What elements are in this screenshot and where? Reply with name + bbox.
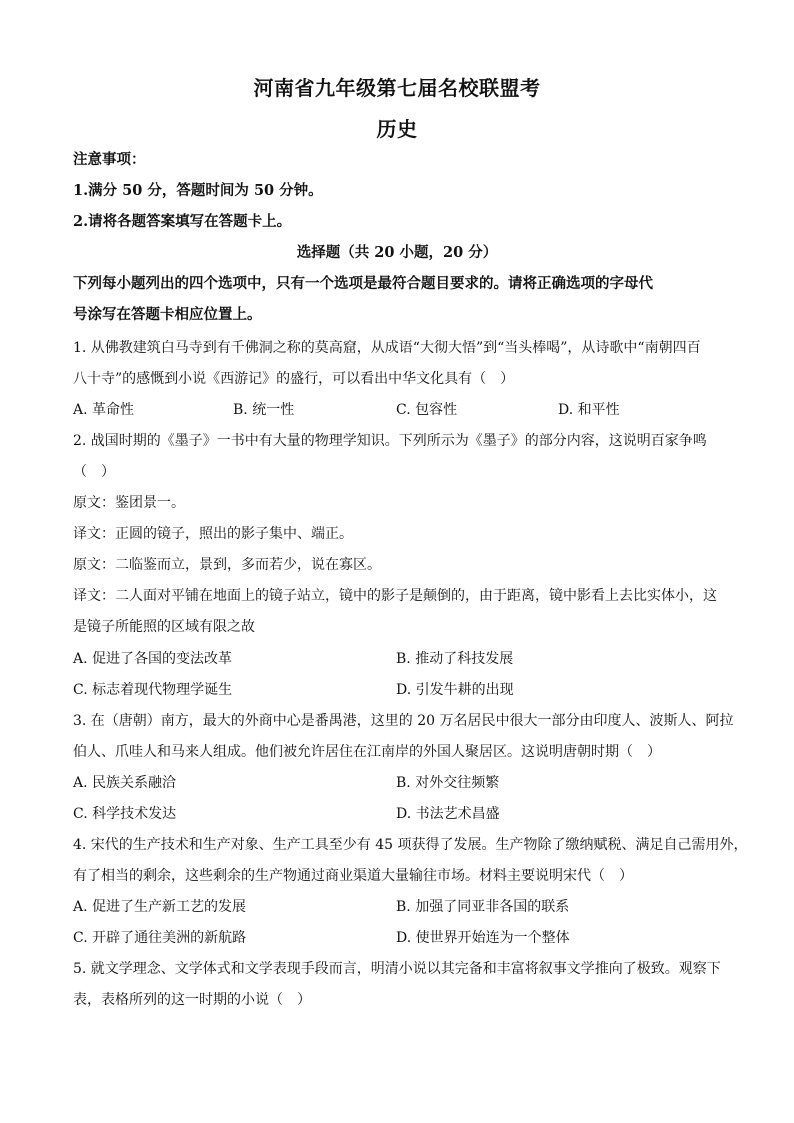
question-1-option-d: D. 和平性 [558, 402, 620, 418]
question-4-option-b: B. 加强了同亚非各国的联系 [396, 899, 570, 915]
question-1-option-b: B. 统一性 [233, 402, 295, 418]
question-3-option-c: C. 科学技术发达 [73, 806, 177, 822]
notice-item: 1.满分 50 分，答题时间为 50 分钟。 [73, 182, 323, 199]
question-3-text: 伯人、爪哇人和马来人组成。他们被允许居住在江南岸的外国人聚居区。这说明唐朝时期（ ） [73, 744, 661, 760]
question-1-option-c: C. 包容性 [396, 402, 458, 418]
section-instruction: 号涂写在答题卡相应位置上。 [73, 306, 262, 323]
question-5-text: 5. 就文学理念、文学体式和文学表现手段而言，明清小说以其完备和丰富将叙事文学推向了极致。观察下 [73, 961, 721, 977]
notice-item: 2.请将各题答案填写在答题卡上。 [73, 213, 292, 230]
question-4-option-c: C. 开辟了通往美洲的新航路 [73, 930, 247, 946]
subject-title: 历史 [376, 117, 418, 141]
section-title: 选择题（共 20 小题，20 分） [296, 244, 498, 261]
notice-heading: 注意事项： [73, 151, 146, 168]
question-3-option-a: A. 民族关系融洽 [73, 775, 177, 791]
question-3-option-b: B. 对外交往频繁 [396, 775, 500, 791]
question-2-option-b: B. 推动了科技发展 [396, 651, 514, 667]
question-4-text: 有了相当的剩余，这些剩余的生产物通过商业渠道大量输往市场。材料主要说明宋代（ ） [73, 868, 633, 884]
question-4-option-a: A. 促进了生产新工艺的发展 [73, 899, 247, 915]
section-instruction: 下列每小题列出的四个选项中，只有一个选项是最符合题目要求的。请将正确选项的字母代 [73, 275, 653, 292]
question-4-text: 4. 宋代的生产技术和生产对象、生产工具至少有 45 项获得了发展。生产物除了缴纳赋税、满足自己需用外， [73, 837, 748, 853]
question-2-text: 原文：鉴团景一。 [73, 495, 185, 511]
question-2-text: 是镜子所能照的区域有限之故 [73, 619, 255, 635]
question-2-text: 2. 战国时期的《墨子》一书中有大量的物理学知识。下列所示为《墨子》的部分内容，这说明百家争鸣 [73, 433, 707, 449]
question-1-option-a: A. 革命性 [73, 402, 135, 418]
question-2-text: 译文：二人面对平铺在地面上的镜子站立，镜中的影子是颠倒的，由于距离，镜中影看上去比实体小，这 [73, 588, 717, 604]
question-2-option-a: A. 促进了各国的变法改革 [73, 651, 233, 667]
question-3-option-d: D. 书法艺术昌盛 [396, 806, 500, 822]
question-2-option-c: C. 标志着现代物理学诞生 [73, 682, 233, 698]
question-3-text: 3. 在（唐朝）南方，最大的外商中心是番禺港，这里的 20 万名居民中很大一部分由印度人、波斯人、阿拉 [73, 713, 734, 729]
question-4-option-d: D. 使世界开始连为一个整体 [396, 930, 570, 946]
question-5-text: 表，表格所列的这一时期的小说（ ） [73, 992, 311, 1008]
question-2-text: 原文：二临鉴而立，景到，多而若少，说在寡区。 [73, 557, 381, 573]
question-1-text: 八十寺”的感慨到小说《西游记》的盛行，可以看出中华文化具有（ ） [73, 371, 515, 387]
question-2-text: 译文：正圆的镜子，照出的影子集中、端正。 [73, 526, 353, 542]
question-2-option-d: D. 引发牛耕的出现 [396, 682, 514, 698]
question-2-text: （ ） [73, 464, 115, 480]
exam-title: 河南省九年级第七届名校联盟考 [253, 76, 541, 100]
question-1-text: 1. 从佛教建筑白马寺到有千佛洞之称的莫高窟，从成语“大彻大悟”到“当头棒喝”，从诗歌中“南朝四百 [73, 340, 701, 356]
